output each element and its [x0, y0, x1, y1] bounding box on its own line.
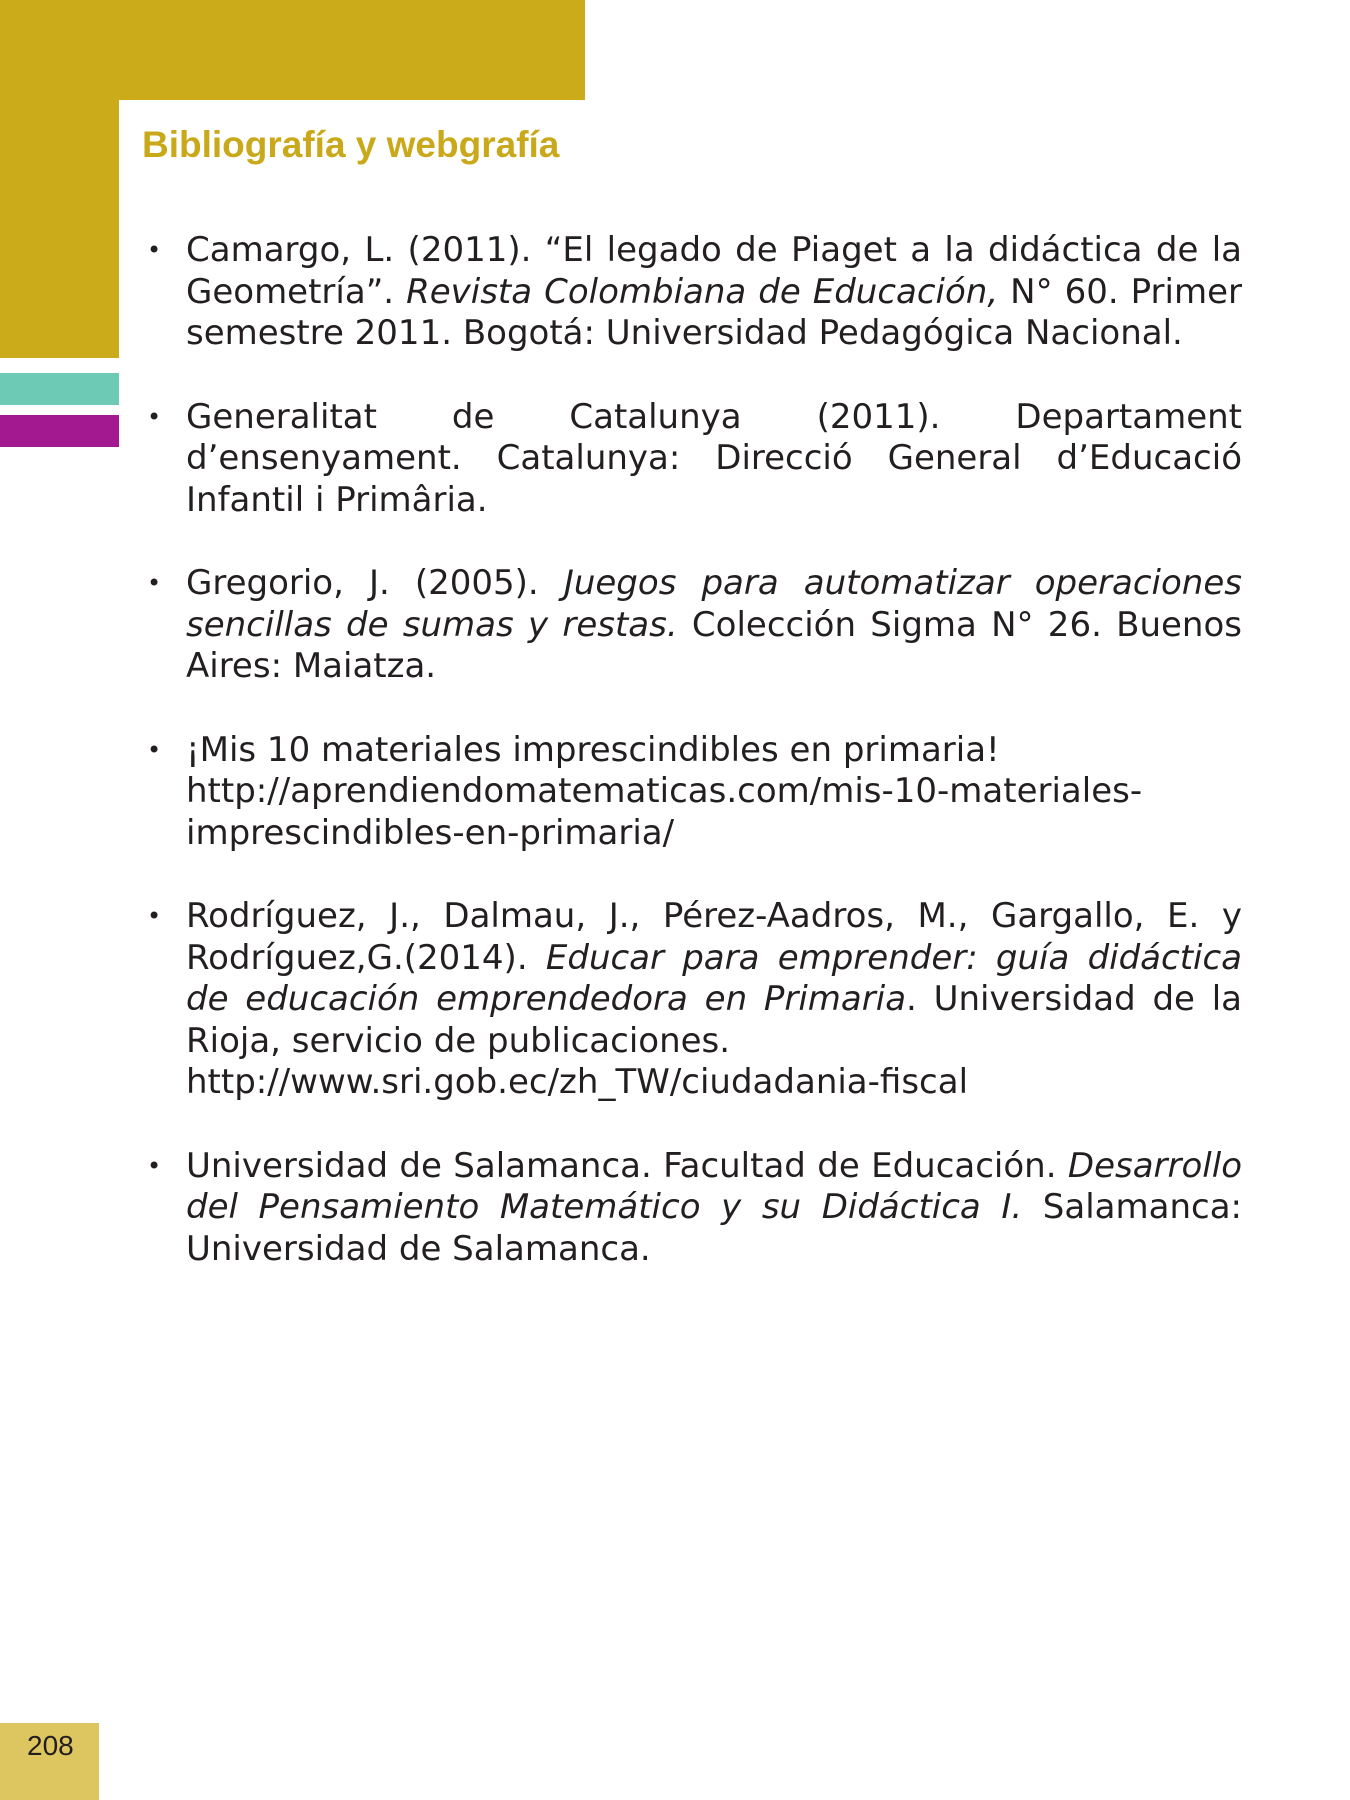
reference-text: Universidad de Salamanca. Facultad de Educación.	[186, 1145, 1068, 1186]
gold-sidebar-block	[0, 0, 119, 358]
reference-item	[142, 730, 1242, 855]
reference-item	[142, 563, 1242, 688]
reference-item	[142, 896, 1242, 1104]
magenta-stripe	[0, 415, 119, 447]
reference-title: Educar para emprender: guía didáctica de educación emprendedora en Primaria	[186, 937, 1243, 1019]
reference-text: Gregorio, J. (2005).	[186, 563, 564, 603]
reference-text: Salamanca: Universidad de Salamanca.	[186, 1187, 1242, 1269]
reference-item	[142, 1146, 1242, 1271]
reference-item	[142, 230, 1242, 355]
reference-title: Revista Colombiana de Educación,	[406, 271, 999, 312]
reference-url[interactable]: http://www.sri.gob.ec/zh_TW/ciudadania-fiscal	[186, 1062, 969, 1102]
page-number: 208	[27, 1730, 74, 1761]
reference-url-continued[interactable]: imprescindibles-en-primaria/	[186, 812, 675, 853]
reference-text: Rodríguez, J., Dalmau, J., Pérez-Aadros, M., Gargallo, E. y Rodríguez,G.(2014).	[186, 896, 1242, 978]
teal-stripe	[0, 373, 119, 405]
reference-list	[142, 230, 1242, 1312]
reference-title: Desarrollo del Pensamiento Matemático y su Didáctica I.	[186, 1145, 1242, 1227]
reference-title: Juegos para automatizar operaciones sencillas de sumas y restas.	[186, 563, 1242, 645]
reference-text: Generalitat de Catalunya (2011). Departament d’ensenyament. Catalunya: Direcció General d’Educació Infantil i Primâria.	[186, 396, 1242, 520]
reference-item	[142, 397, 1242, 522]
reference-text: N° 60. Primer semestre 2011. Bogotá: Universidad Pedagógica Nacional.	[186, 271, 1242, 353]
reference-url[interactable]: http://aprendiendomatematicas.com/mis-10-materiales-	[186, 771, 1143, 811]
reference-text: . Universidad de la Rioja, servicio de publicaciones.	[186, 979, 1242, 1061]
reference-text: Colección Sigma N° 26. Buenos Aires: Maiatza.	[186, 604, 1243, 686]
reference-text: Camargo, L. (2011). “El legado de Piaget a la didáctica de la Geometría”.	[186, 230, 1242, 312]
page-title: Bibliografía y webgrafía	[142, 124, 560, 165]
reference-text: • ¡Mis 10 materiales imprescindibles en primaria!	[186, 729, 1000, 770]
